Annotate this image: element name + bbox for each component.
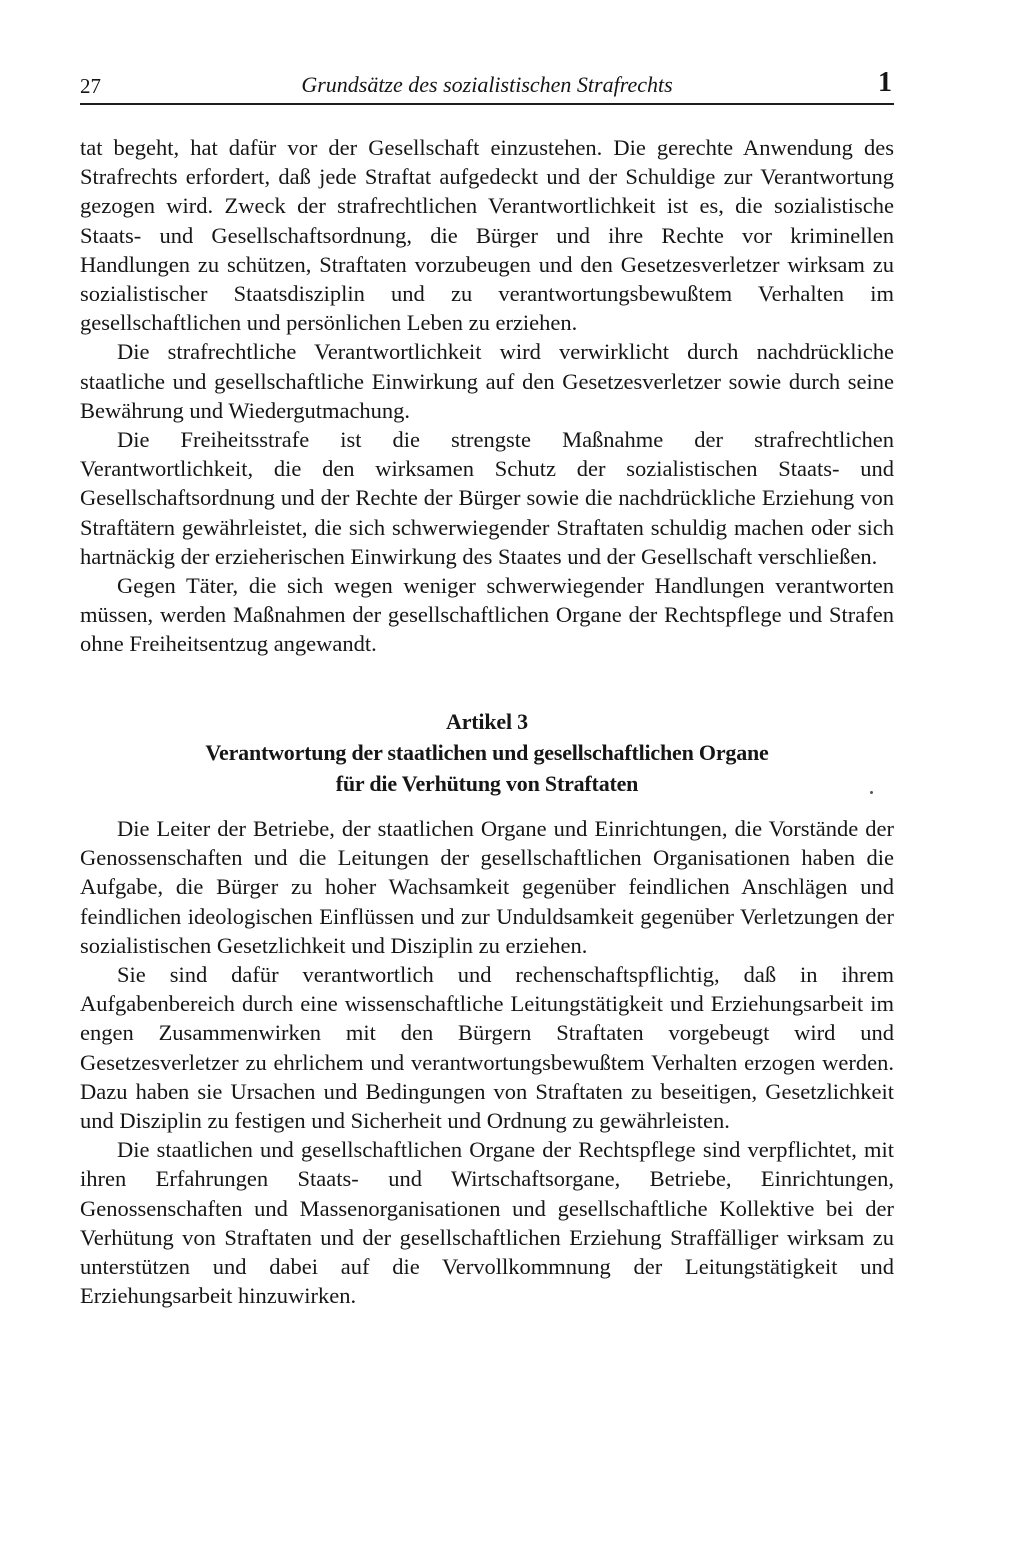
- article-title-line-1: Verantwortung der staatlichen und gesellschaftlichen Organe: [205, 740, 769, 765]
- body-text-bottom: [80, 814, 894, 1310]
- article-label: Artikel 3: [446, 709, 528, 734]
- running-title: Grundsätze des sozialistischen Strafrechts: [301, 72, 673, 97]
- section-number: 1: [878, 67, 892, 98]
- paragraph: Die strafrechtliche Verantwortlichkeit wird verwirklicht durch nachdrückliche staatliche und gesellschaftliche Einwirkung auf den Gesetzesverletzer sowie durch seine Bewährung und Wiedergutmachung.: [80, 339, 894, 423]
- paragraph: Die Freiheitsstrafe ist die strengste Maßnahme der strafrechtlichen Verantwortlichkeit, die den wirksamen Schutz der sozialistischen Staats- und Gesellschaftsordnung und der Rechte der Bürger sowie die nachdrückliche Erziehung von Straftätern gewährleistet, die sich schwerwiegender Straftaten schuldig machen oder sich hartnäckig der erzieherischen Einwirkung des Staates und der Gesellschaft verschließen.: [80, 427, 894, 569]
- page-header: [80, 64, 894, 104]
- print-speck: [870, 791, 873, 794]
- paragraph: tat begeht, hat dafür vor der Gesellschaft einzustehen. Die gerechte Anwendung des Strafrechts erfordert, daß jede Straftat aufgedeckt und der Schuldige zur Verantwortung gezogen wird. Zweck der strafrechtlichen Verantwortlichkeit ist es, die sozialistische Staats- und Gesellschaftsordnung, die Bürger und ihre Rechte vor kriminellen Handlungen zu schützen, Straftaten vorzubeugen und den Gesetzesverletzer wirksam zu sozialistischer Staatsdisziplin und zu verantwortungsbewußtem Verhalten im gesellschaftlichen und persönlichen Leben zu erziehen.: [80, 135, 894, 336]
- header-divider: [80, 103, 894, 105]
- paragraph: Gegen Täter, die sich wegen weniger schwerwiegender Handlungen verantworten müssen, werden Maßnahmen der gesellschaftlichen Organe der Rechtspflege und Strafen ohne Freiheitsentzug angewandt.: [80, 573, 894, 657]
- article-title-line-2: für die Verhütung von Straftaten: [335, 771, 639, 796]
- page-number: 27: [80, 74, 101, 98]
- paragraph: Die Leiter der Betriebe, der staatlichen Organe und Einrichtungen, die Vorstände der Genossenschaften und die Leitungen der gesellschaftlichen Organisationen haben die Aufgabe, die Bürger zu hoher Wachsamkeit gegenüber feindlichen Anschlägen und feindlichen ideologischen Einflüssen und zur Unduldsamkeit gegenüber Verletzungen der sozialistischen Gesetzlichkeit und Disziplin zu erziehen.: [80, 816, 894, 958]
- body-text-top: [80, 133, 894, 659]
- article-heading: [80, 706, 894, 799]
- paragraph: Sie sind dafür verantwortlich und rechenschaftspflichtig, daß in ihrem Aufgabenbereich durch eine wissenschaftliche Leitungstätigkeit und Erziehungsarbeit im engen Zusammenwirken mit den Bürgern Straftaten vorgebeugt wird und Gesetzesverletzer zu ehrlichem und verantwortungsbewußtem Verhalten erzogen werden. Dazu haben sie Ursachen und Bedingungen von Straftaten zu beseitigen, Gesetzlichkeit und Disziplin zu festigen und Sicherheit und Ordnung zu gewährleisten.: [80, 962, 894, 1134]
- paragraph: Die staatlichen und gesellschaftlichen Organe der Rechtspflege sind verpflichtet, mit ihren Erfahrungen Staats- und Wirtschaftsorgane, Betriebe, Einrichtungen, Genossenschaften und Massenorganisationen und gesellschaftliche Kollektive bei der Verhütung von Straftaten und der gesellschaftlichen Erziehung Straffälliger wirksam zu unterstützen und dabei auf die Vervollkommnung der Leitungstätigkeit und Erziehungsarbeit hinzuwirken.: [80, 1137, 894, 1309]
